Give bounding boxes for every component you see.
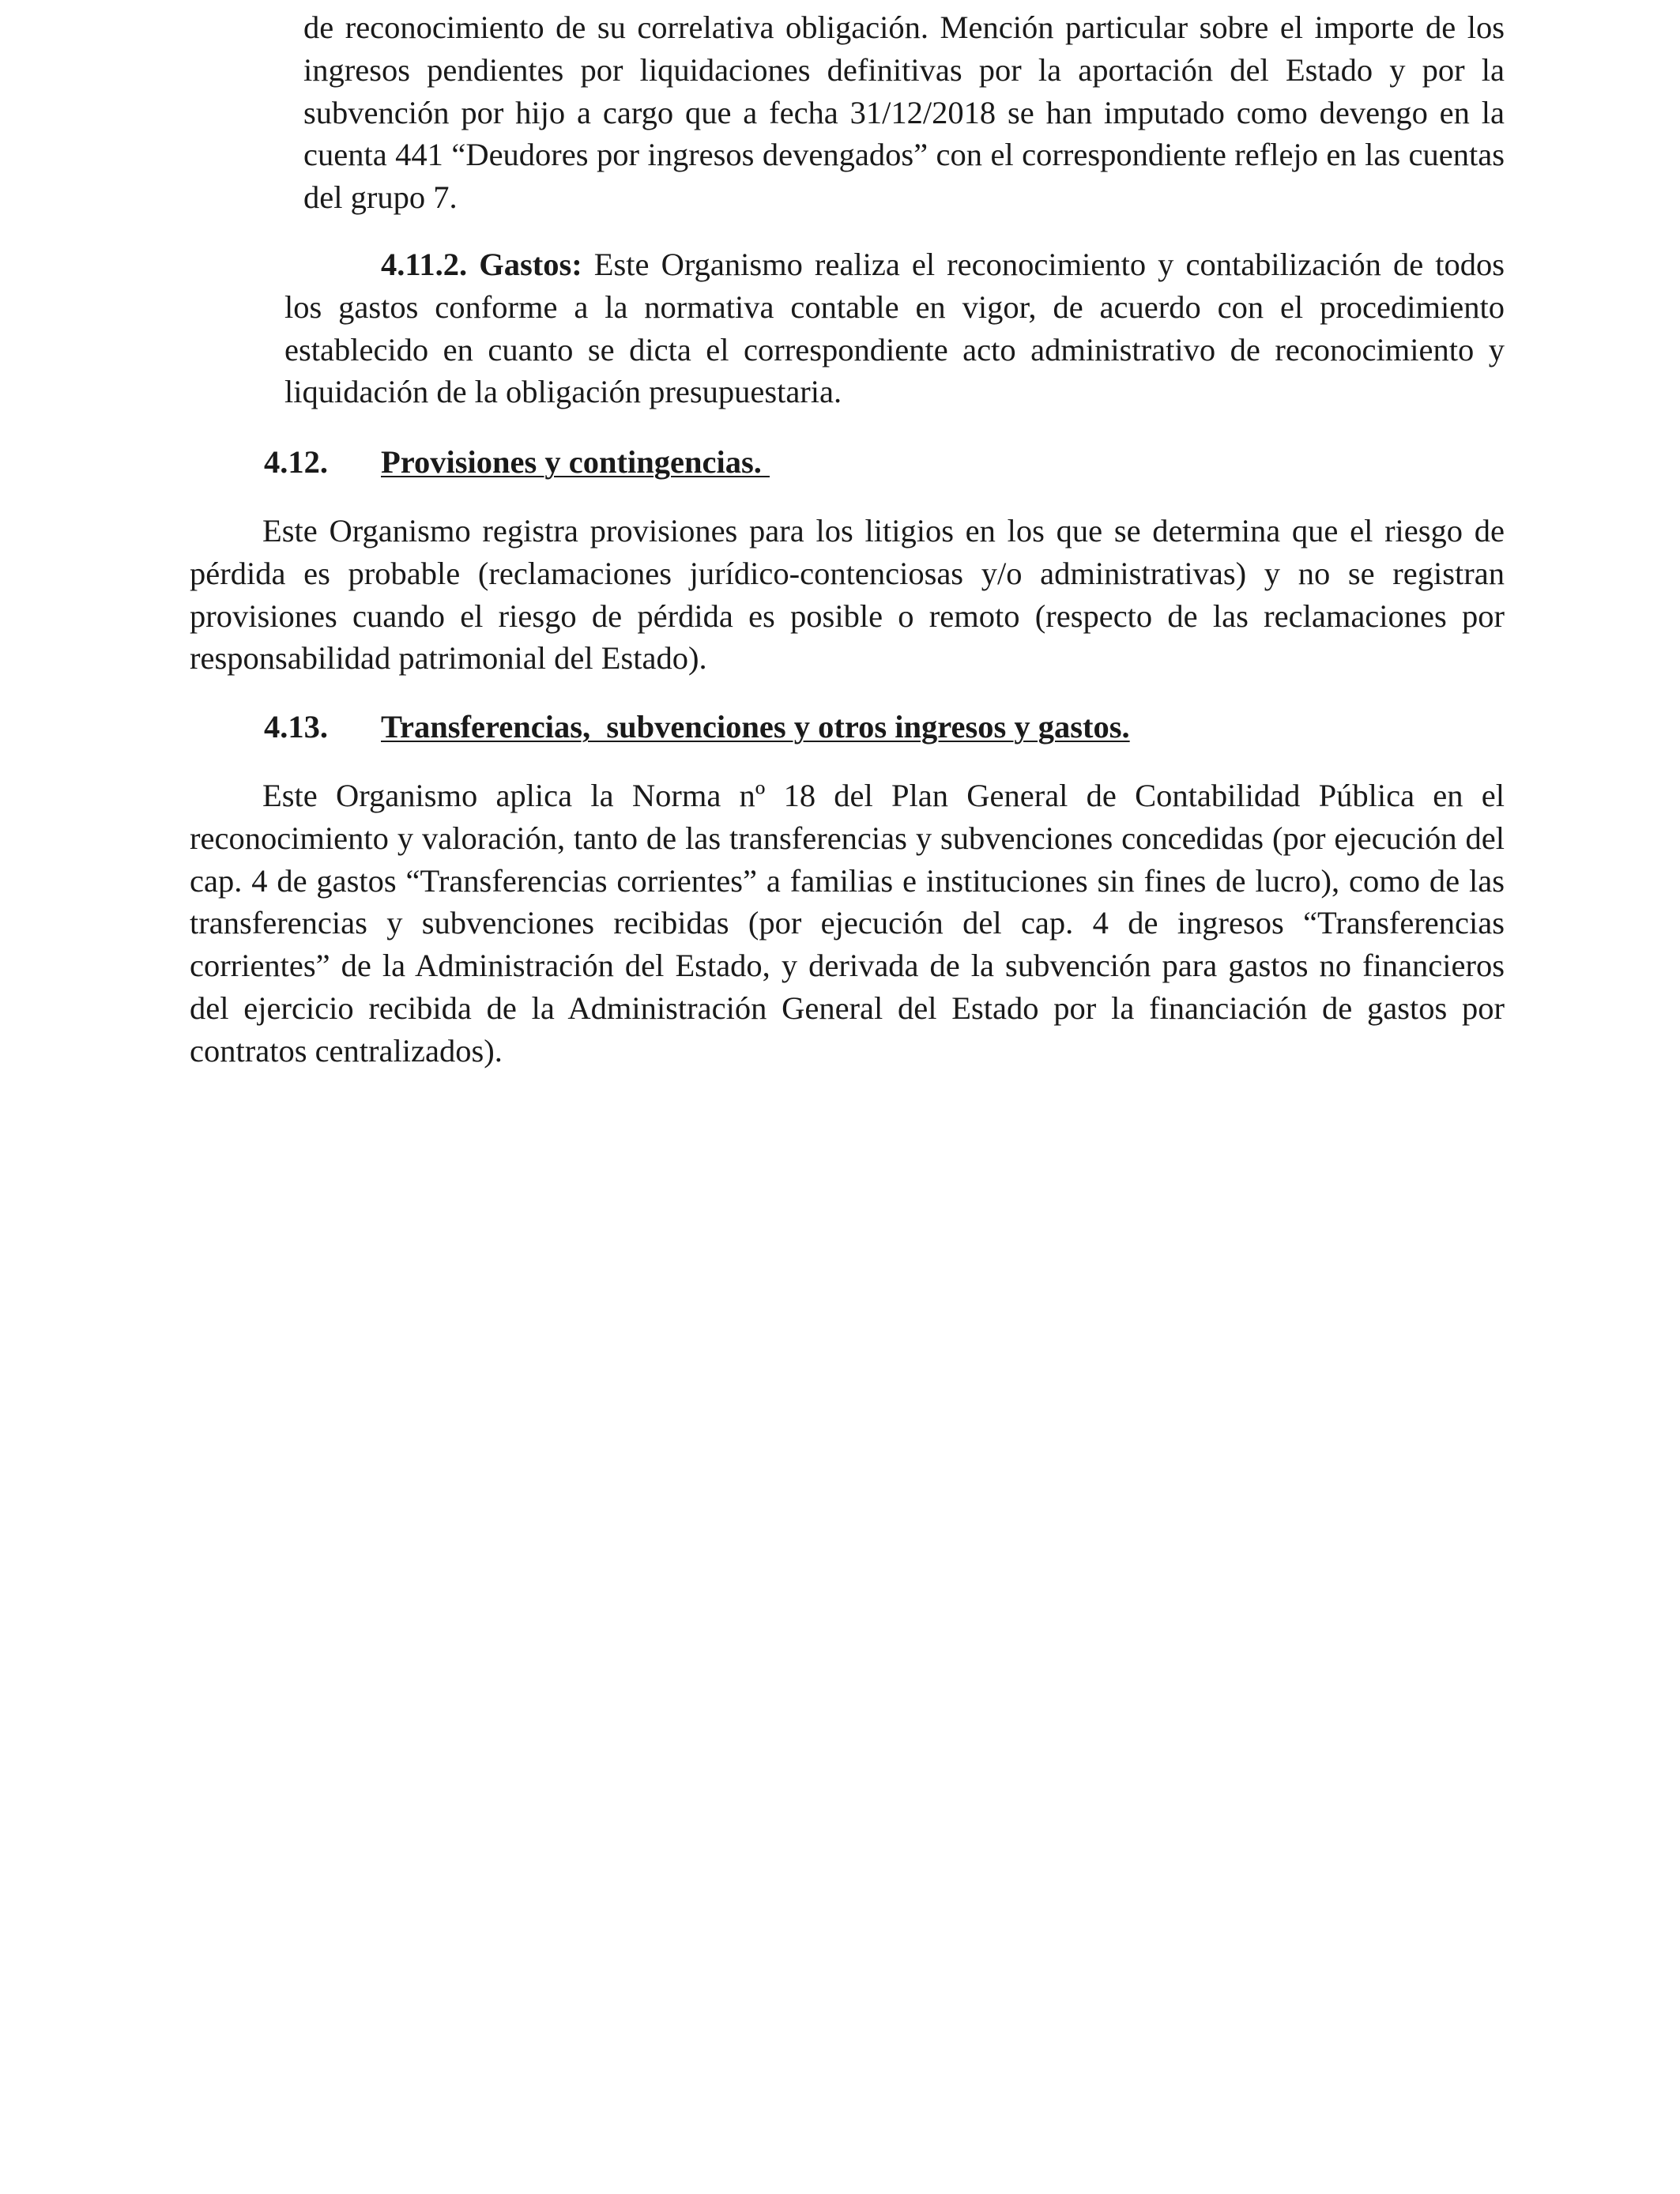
section-4-11-2-paragraph (284, 243, 1505, 413)
section-4-11-2-label: 4.11.2. Gastos: (381, 247, 582, 282)
section-4-12-number: 4.12. (264, 444, 328, 480)
section-4-13-title: Transferencias, subvenciones y otros ingresos y gastos. (381, 709, 1130, 745)
section-4-11-2-text: Este Organismo realiza el reconocimiento y contabilización de todos los gastos conforme a la normativa contable en vigor, de acuerdo con el procedimiento establecido en cuanto se dicta el correspondiente acto administrativo de reconocimiento y liquidación de la obligación presupuestaria. (284, 247, 1505, 410)
continuation-paragraph: de reconocimiento de su correlativa obligación. Mención particular sobre el importe de los ingresos pendientes por liquidaciones definitivas por la aportación del Estado y por la subvención por hijo a cargo que a fecha 31/12/2018 se han imputado como devengo en la cuenta 441 “Deudores por ingresos devengados” con el correspondiente reflejo en las cuentas del grupo 7. (303, 9, 1505, 216)
section-4-13-heading (264, 706, 1130, 748)
section-4-13-number: 4.13. (264, 709, 328, 745)
section-4-12-title: Provisiones y contingencias. (381, 444, 770, 480)
section-4-12-paragraph: Este Organismo registra provisiones para los litigios en los que se determina que el riesgo de pérdida es probable (reclamaciones jurídico-contenciosas y/o administrativas) y no se registran provisiones cuando el riesgo de pérdida es posible o remoto (respecto de las reclamaciones por responsabilidad patrimonial del Estado). (190, 513, 1505, 677)
section-4-13-paragraph: Este Organismo aplica la Norma nº 18 del Plan General de Contabilidad Pública en el reconocimiento y valoración, tanto de las transferencias y subvenciones concedidas (por ejecución del cap. 4 de gastos “Transferencias corrientes” a familias e instituciones sin fines de lucro), como de las transferencias y subvenciones recibidas (por ejecución del cap. 4 de ingresos “Transferencias corrientes” de la Administración del Estado, y derivada de la subvención para gastos no financieros del ejercicio recibida de la Administración General del Estado por la financiación de gastos por contratos centralizados). (190, 778, 1505, 1069)
section-4-12-heading (264, 441, 770, 484)
